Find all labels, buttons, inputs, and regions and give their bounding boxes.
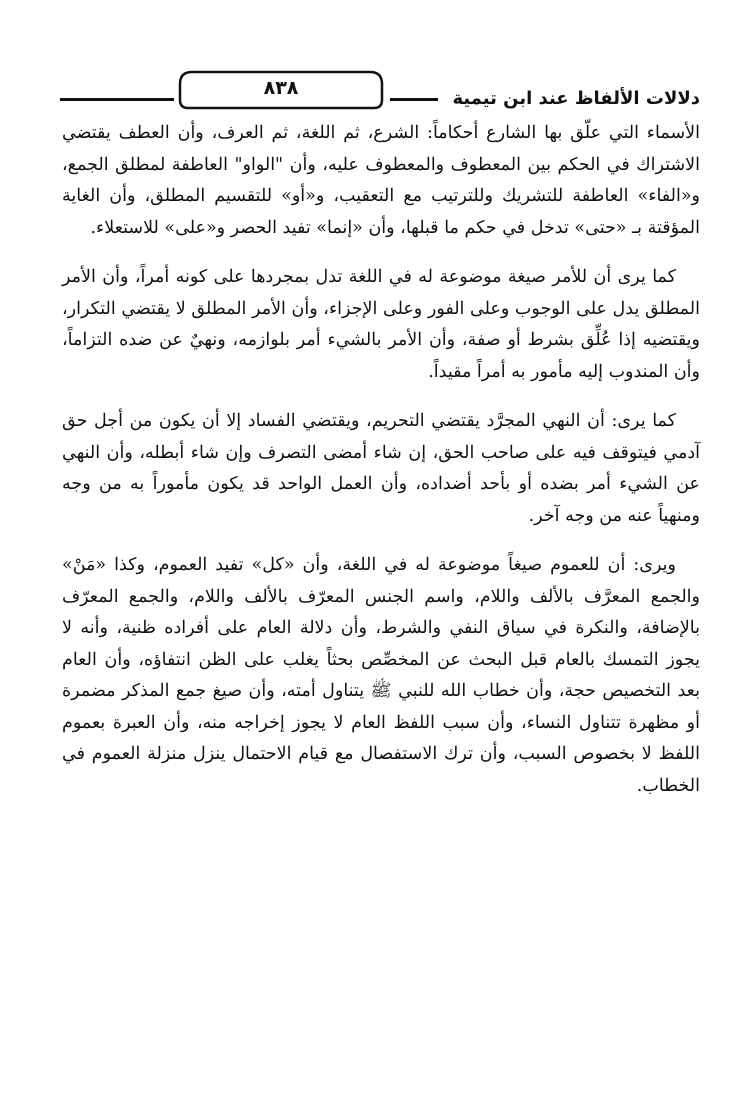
running-header <box>60 64 700 124</box>
body-text <box>62 118 700 820</box>
paragraph-3: كما يرى: أن النهي المجرَّد يقتضي التحريم، ويقتضي الفساد إلا أن يكون من أجل حق آدمي فيتوقف فيه على صاحب الحق، إن شاء أمضى التصرف وإن شاء أبطله، وأن النهي عن الشيء أمر بضده أو بأحد أضداده، وأن العمل الواحد قد يكون مأموراً به من وجه ومنهياً عنه من وجه آخر. <box>62 411 700 526</box>
paragraph-4: ويرى: أن للعموم صيغاً موضوعة له في اللغة، وأن «كل» تفيد العموم، وكذا «مَنْ» والجمع المعرَّف بالألف واللام، واسم الجنس المعرّف بالألف واللام، والجمع المعرّف بالإضافة، والنكرة في سياق النفي والشرط، وأن دلالة العام على أفراده ظنية، وأنه لا يجوز التمسك بالعام قبل البحث عن المخصِّص بحثاً يغلب على الظن انتفاؤه، وأن العام بعد التخصيص حجة، وأن خطاب الله للنبي ﷺ يتناول أمته، وأن صيغ جمع المذكر مضمرة أو مظهرة تتناول النساء، وأن سبب اللفظ العام لا يجوز إخراجه منه، وأن العبرة بعموم اللفظ لا بخصوص السبب، وأن ترك الاستفصال مع قيام الاحتمال ينزل منزلة العموم في الخطاب. <box>62 555 700 796</box>
paragraph-1: الأسماء التي علّق بها الشارع أحكاماً: الشرع، ثم اللغة، ثم العرف، وأن العطف يقتضي الاشتراك في الحكم بين المعطوف والمعطوف عليه، وأن "الواو" العاطفة لمطلق الجمع، و«الفاء» العاطفة للتشريك وللترتيب مع التعقيب، و«أو» للتقسيم المطلق، وأن الغاية المؤقتة بـ «حتى» تدخل في حكم ما قبلها، وأن «إنما» تفيد الحصر و«على» للاستعلاء. <box>62 123 700 238</box>
page-number: ٨٣٨ <box>263 77 299 99</box>
page-number-badge <box>178 64 386 114</box>
paragraph-2: كما يرى أن للأمر صيغة موضوعة له في اللغة تدل بمجردها على كونه أمراً، وأن الأمر المطلق يدل على الوجوب وعلى الفور وعلى الإجزاء، وأن الأمر المطلق لا يقتضي التكرار، ويقتضيه إذا عُلِّق بشرط أو صفة، وأن الأمر بالشيء أمر بلوازمه، ونهيٌ عن ضده التزاماً، وأن المندوب إليه مأمور به أمراً مقيداً. <box>62 267 700 382</box>
header-rule-left <box>60 98 174 101</box>
header-rule-right <box>390 98 438 101</box>
running-title: دلالات الألفاظ عند ابن تيمية <box>452 88 700 109</box>
